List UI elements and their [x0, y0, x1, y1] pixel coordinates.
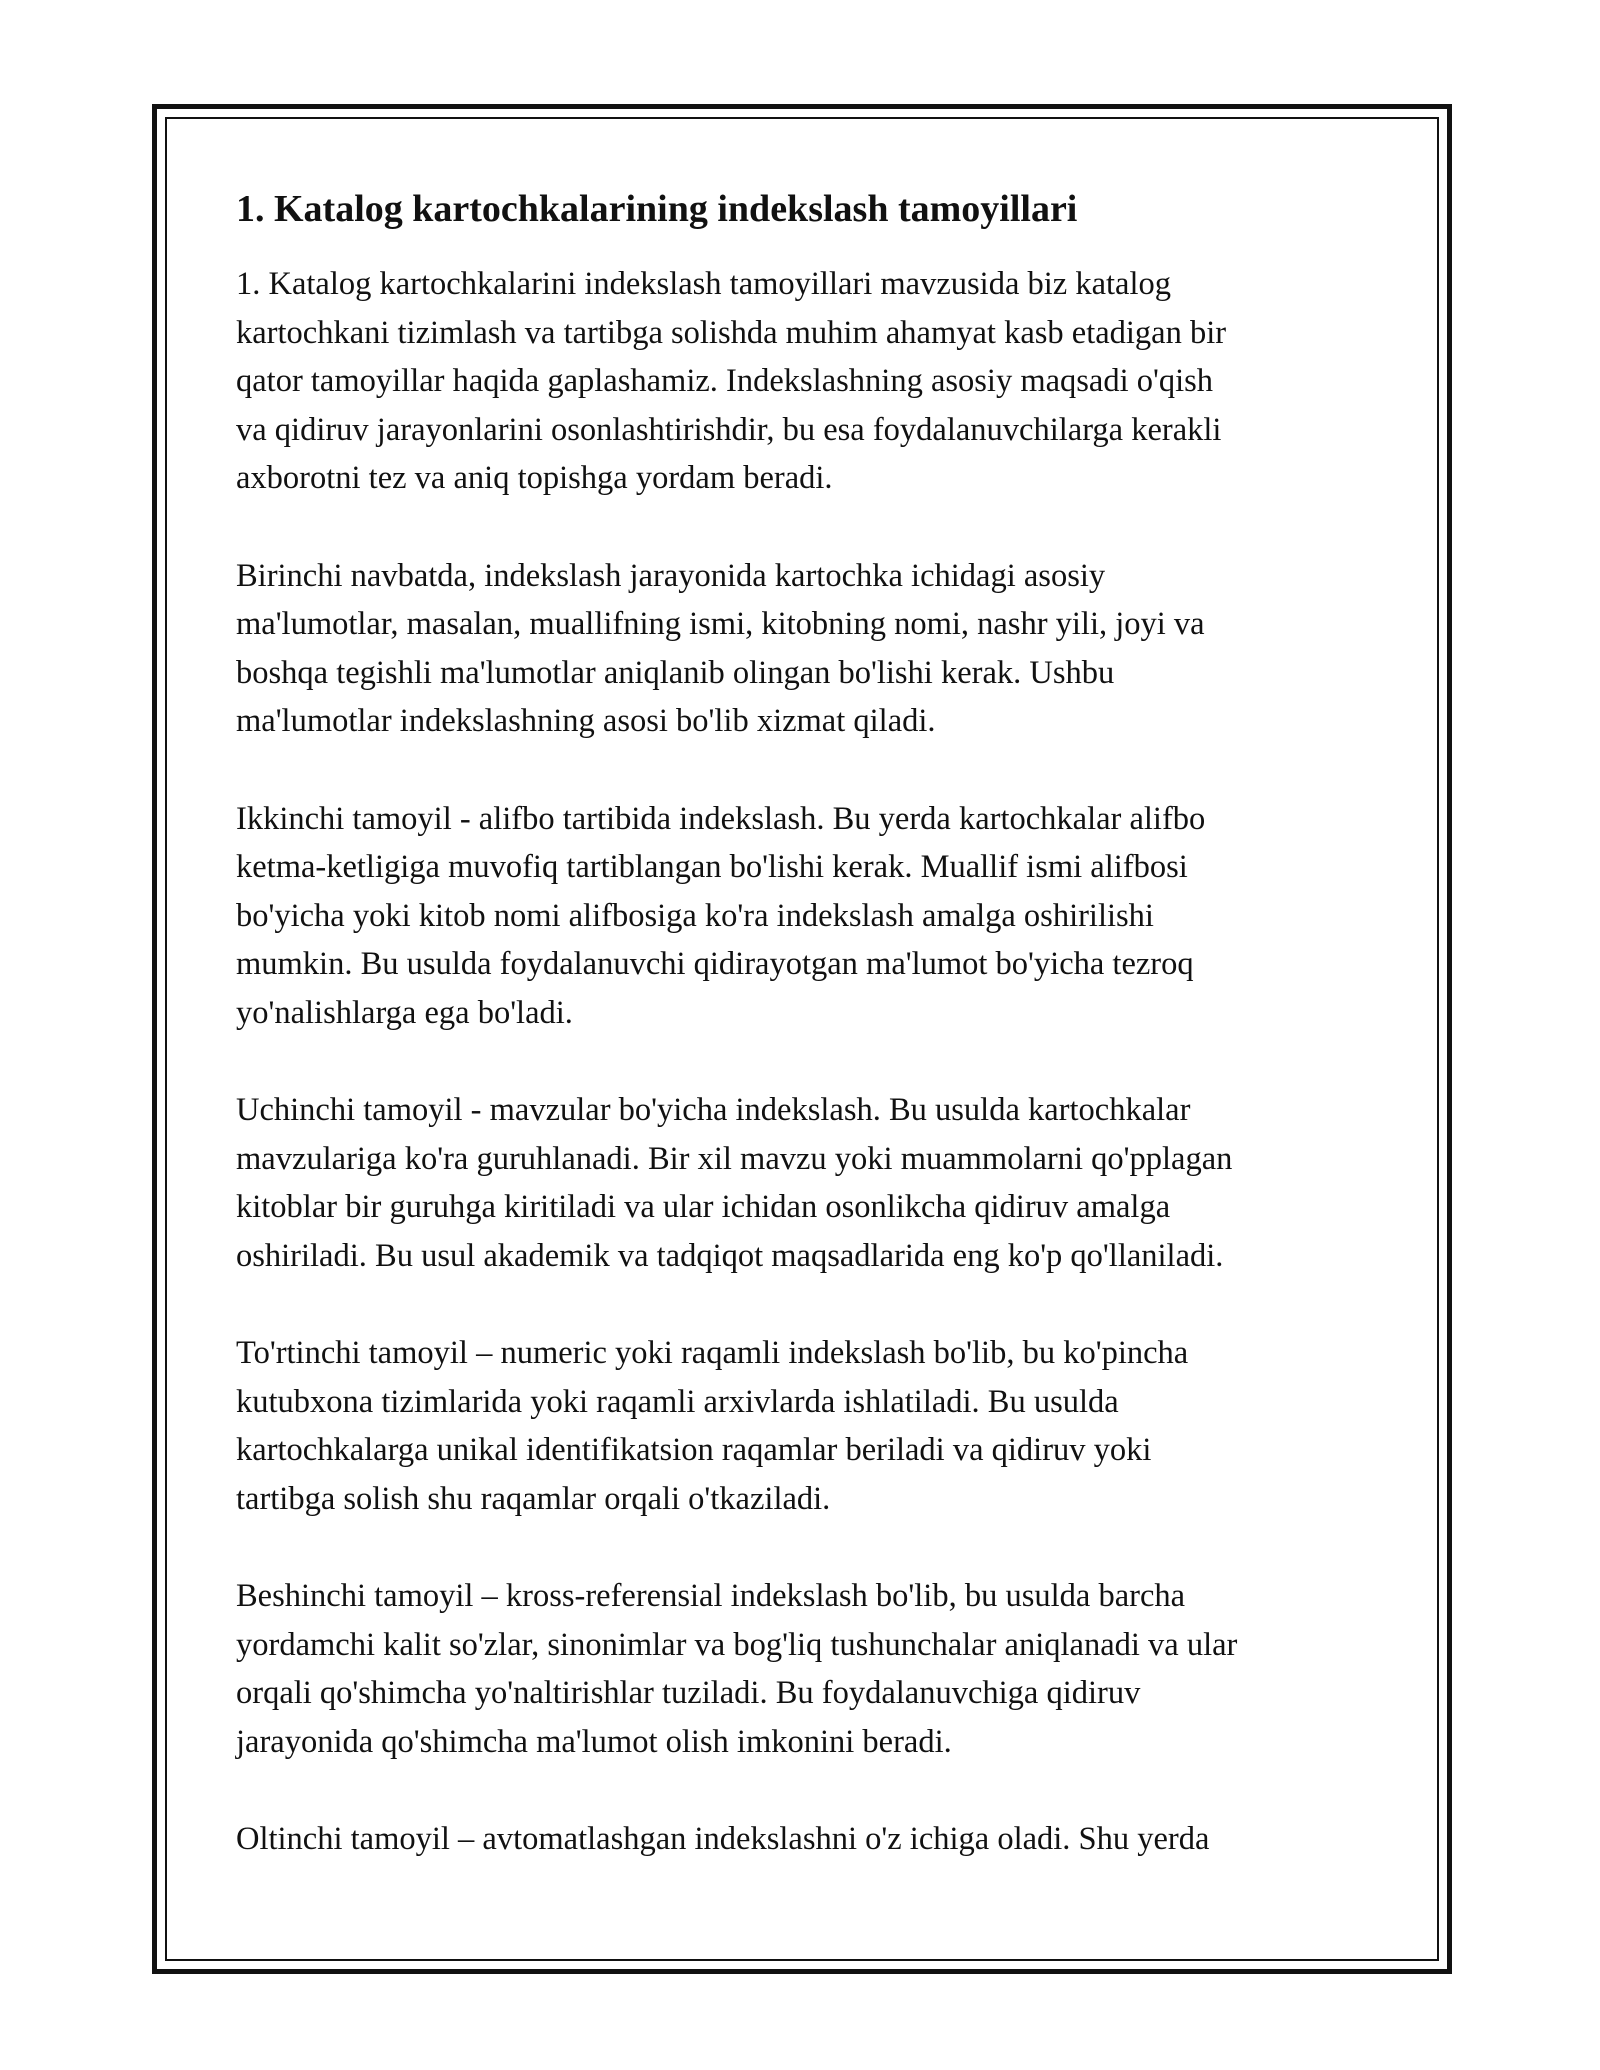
- document-body: [236, 186, 1376, 1913]
- paragraph-fourth-principle: To'rtinchi tamoyil – numeric yoki raqamli indekslash bo'lib, bu ko'pincha kutubxona tizimlarida yoki raqamli arxivlarda ishlatiladi. Bu usulda kartochkalarga unikal identifikatsion raqamlar beriladi va qidiruv yoki tartibga solish shu raqamlar orqali o'tkaziladi.: [236, 1335, 1189, 1517]
- paragraph-fifth-principle: Beshinchi tamoyil – kross-referensial indekslash bo'lib, bu usulda barcha yordamchi kalit so'zlar, sinonimlar va bog'liq tushunchalar aniqlanadi va ular orqali qo'shimcha yo'naltirishlar tuziladi. Bu foydalanuvchiga qidiruv jarayonida qo'shimcha ma'lumot olish imkonini beradi.: [236, 1578, 1238, 1760]
- paragraph-second-principle: Ikkinchi tamoyil - alifbo tartibida indekslash. Bu yerda kartochkalar alifbo ketma-ketligiga muvofiq tartiblangan bo'lishi kerak. Muallif ismi alifbosi bo'yicha yoki kitob nomi alifbosiga ko'ra indekslash amalga oshirilishi mumkin. Bu usulda foydalanuvchi qidirayotgan ma'lumot bo'yicha tezroq yo'nalishlarga ega bo'ladi.: [236, 800, 1206, 1031]
- paragraph-third-principle: Uchinchi tamoyil - mavzular bo'yicha indekslash. Bu usulda kartochkalar mavzulariga ko'ra guruhlanadi. Bir xil mavzu yoki muammolarni qo'pplagan kitoblar bir guruhga kiritiladi va ular ichidan osonlikcha qidiruv amalga oshiriladi. Bu usul akademik va tadqiqot maqsadlarida eng ko'p qo'llaniladi.: [236, 1092, 1233, 1274]
- paragraph-first-principle: Birinchi navbatda, indekslash jarayonida kartochka ichidagi asosiy ma'lumotlar, masalan, muallifning ismi, kitobning nomi, nashr yili, joyi va boshqa tegishli ma'lumotlar aniqlanib olingan bo'lishi kerak. Ushbu ma'lumotlar indekslashning asosi bo'lib xizmat qiladi.: [236, 557, 1205, 739]
- paragraph-intro: 1. Katalog kartochkalarini indekslash tamoyillari mavzusida biz katalog kartochkani tizimlash va tartibga solishda muhim ahamyat kasb etadigan bir qator tamoyillar haqida gaplashamiz. Indekslashning asosiy maqsadi o'qish va qidiruv jarayonlarini osonlashtirishdir, bu esa foydalanuvchilarga kerakli axborotni tez va aniq topishga yordam beradi.: [236, 266, 1227, 496]
- document-title: 1. Katalog kartochkalarining indekslash tamoyillari: [236, 188, 1078, 230]
- paragraph-sixth-principle: Oltinchi tamoyil – avtomatlashgan indekslashni o'z ichiga oladi. Shu yerda: [236, 1821, 1210, 1857]
